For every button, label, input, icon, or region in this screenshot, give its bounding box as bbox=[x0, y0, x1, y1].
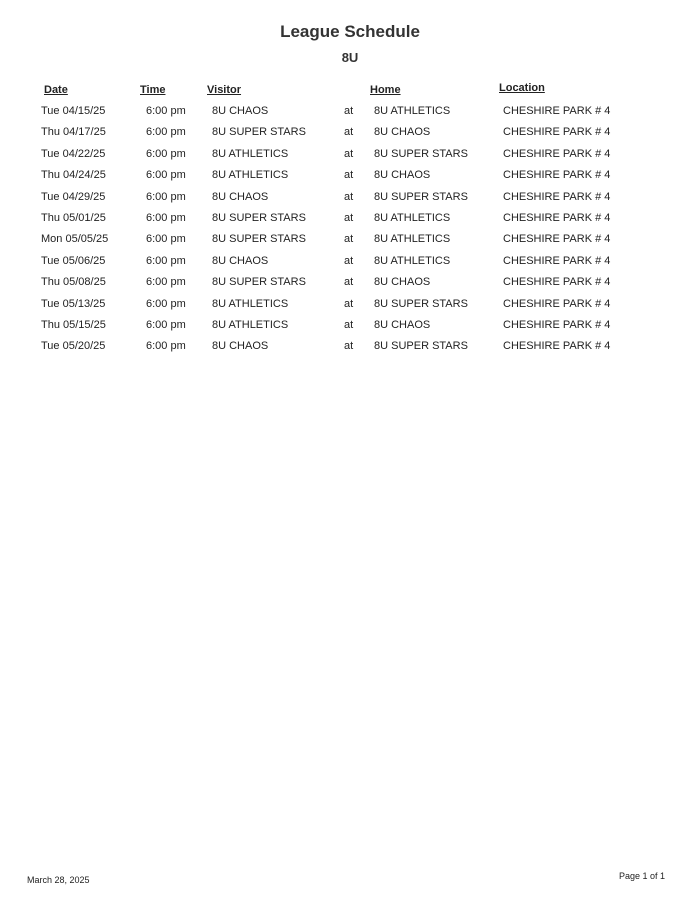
cell-date: Tue 05/13/25 bbox=[41, 297, 106, 310]
cell-time: 6:00 pm bbox=[146, 233, 186, 246]
cell-visitor: 8U CHAOS bbox=[212, 105, 269, 117]
cell-time: 6:00 pm bbox=[146, 276, 186, 289]
cell-date: Tue 04/15/25 bbox=[41, 105, 106, 117]
table-row bbox=[0, 338, 700, 359]
cell-visitor: 8U SUPER STARS bbox=[212, 211, 306, 224]
cell-time: 6:00 pm bbox=[146, 340, 186, 353]
cell-at: at bbox=[344, 147, 354, 160]
cell-visitor: 8U SUPER STARS bbox=[212, 276, 306, 289]
cell-time: 6:00 pm bbox=[146, 254, 186, 267]
cell-visitor: 8U ATHLETICS bbox=[212, 147, 289, 160]
cell-at: at bbox=[344, 190, 354, 203]
schedule-table bbox=[0, 103, 700, 360]
cell-home: 8U SUPER STARS bbox=[374, 147, 468, 160]
cell-location: CHESHIRE PARK # 4 bbox=[503, 147, 611, 160]
cell-visitor: 8U SUPER STARS bbox=[212, 233, 306, 246]
cell-time: 6:00 pm bbox=[146, 169, 186, 182]
cell-date: Thu 04/17/25 bbox=[41, 126, 106, 139]
footer-page-number: Page 1 of 1 bbox=[619, 871, 666, 881]
table-row bbox=[0, 124, 700, 145]
cell-location: CHESHIRE PARK # 4 bbox=[503, 233, 611, 246]
cell-home: 8U CHAOS bbox=[374, 318, 431, 331]
cell-home: 8U SUPER STARS bbox=[374, 190, 468, 203]
cell-location: CHESHIRE PARK # 4 bbox=[503, 318, 611, 331]
cell-visitor: 8U CHAOS bbox=[212, 254, 269, 267]
cell-location: CHESHIRE PARK # 4 bbox=[503, 297, 611, 310]
cell-date: Mon 05/05/25 bbox=[41, 233, 109, 246]
table-row bbox=[0, 296, 700, 317]
table-row bbox=[0, 231, 700, 252]
cell-location: CHESHIRE PARK # 4 bbox=[503, 254, 611, 267]
cell-home: 8U CHAOS bbox=[374, 276, 431, 289]
cell-visitor: 8U SUPER STARS bbox=[212, 126, 306, 139]
cell-visitor: 8U ATHLETICS bbox=[212, 318, 289, 331]
cell-at: at bbox=[344, 340, 354, 353]
table-row bbox=[0, 253, 700, 274]
cell-location: CHESHIRE PARK # 4 bbox=[503, 276, 611, 289]
cell-location: CHESHIRE PARK # 4 bbox=[503, 190, 611, 203]
page-title: League Schedule bbox=[280, 22, 420, 41]
cell-location: CHESHIRE PARK # 4 bbox=[503, 211, 611, 224]
cell-visitor: 8U CHAOS bbox=[212, 190, 269, 203]
cell-time: 6:00 pm bbox=[146, 126, 186, 139]
table-row bbox=[0, 189, 700, 210]
page-subtitle: 8U bbox=[341, 50, 359, 65]
cell-location: CHESHIRE PARK # 4 bbox=[503, 169, 611, 182]
cell-home: 8U ATHLETICS bbox=[374, 211, 451, 224]
cell-home: 8U CHAOS bbox=[374, 126, 431, 139]
column-header-visitor: Visitor bbox=[207, 84, 242, 96]
cell-date: Tue 05/06/25 bbox=[41, 254, 106, 267]
table-row bbox=[0, 167, 700, 188]
cell-date: Thu 05/15/25 bbox=[41, 318, 106, 331]
cell-at: at bbox=[344, 318, 354, 331]
cell-at: at bbox=[344, 105, 354, 117]
cell-location: CHESHIRE PARK # 4 bbox=[503, 105, 611, 117]
column-header-location: Location bbox=[499, 82, 545, 94]
column-header-time: Time bbox=[140, 84, 166, 96]
table-row bbox=[0, 274, 700, 295]
table-row bbox=[0, 103, 700, 124]
cell-date: Tue 04/22/25 bbox=[41, 147, 106, 160]
cell-location: CHESHIRE PARK # 4 bbox=[503, 126, 611, 139]
cell-visitor: 8U ATHLETICS bbox=[212, 169, 289, 182]
cell-at: at bbox=[344, 233, 354, 246]
cell-home: 8U SUPER STARS bbox=[374, 340, 468, 353]
cell-time: 6:00 pm bbox=[146, 105, 186, 117]
cell-date: Tue 05/20/25 bbox=[41, 340, 106, 353]
cell-time: 6:00 pm bbox=[146, 147, 186, 160]
column-header-date: Date bbox=[44, 84, 68, 96]
cell-date: Thu 05/08/25 bbox=[41, 276, 106, 289]
cell-at: at bbox=[344, 297, 354, 310]
cell-at: at bbox=[344, 211, 354, 224]
table-row bbox=[0, 317, 700, 338]
cell-at: at bbox=[344, 254, 354, 267]
cell-visitor: 8U ATHLETICS bbox=[212, 297, 289, 310]
cell-location: CHESHIRE PARK # 4 bbox=[503, 340, 611, 353]
cell-date: Thu 04/24/25 bbox=[41, 169, 106, 182]
cell-time: 6:00 pm bbox=[146, 211, 186, 224]
cell-home: 8U CHAOS bbox=[374, 169, 431, 182]
cell-time: 6:00 pm bbox=[146, 190, 186, 203]
cell-home: 8U ATHLETICS bbox=[374, 105, 451, 117]
table-row bbox=[0, 210, 700, 231]
table-row bbox=[0, 146, 700, 167]
cell-home: 8U SUPER STARS bbox=[374, 297, 468, 310]
cell-visitor: 8U CHAOS bbox=[212, 340, 269, 353]
cell-at: at bbox=[344, 169, 354, 182]
cell-time: 6:00 pm bbox=[146, 318, 186, 331]
cell-home: 8U ATHLETICS bbox=[374, 233, 451, 246]
cell-time: 6:00 pm bbox=[146, 297, 186, 310]
cell-home: 8U ATHLETICS bbox=[374, 254, 451, 267]
cell-at: at bbox=[344, 276, 354, 289]
cell-date: Thu 05/01/25 bbox=[41, 211, 106, 224]
cell-at: at bbox=[344, 126, 354, 139]
cell-date: Tue 04/29/25 bbox=[41, 190, 106, 203]
footer-printed-date: March 28, 2025 bbox=[27, 875, 90, 885]
column-header-home: Home bbox=[370, 84, 401, 96]
